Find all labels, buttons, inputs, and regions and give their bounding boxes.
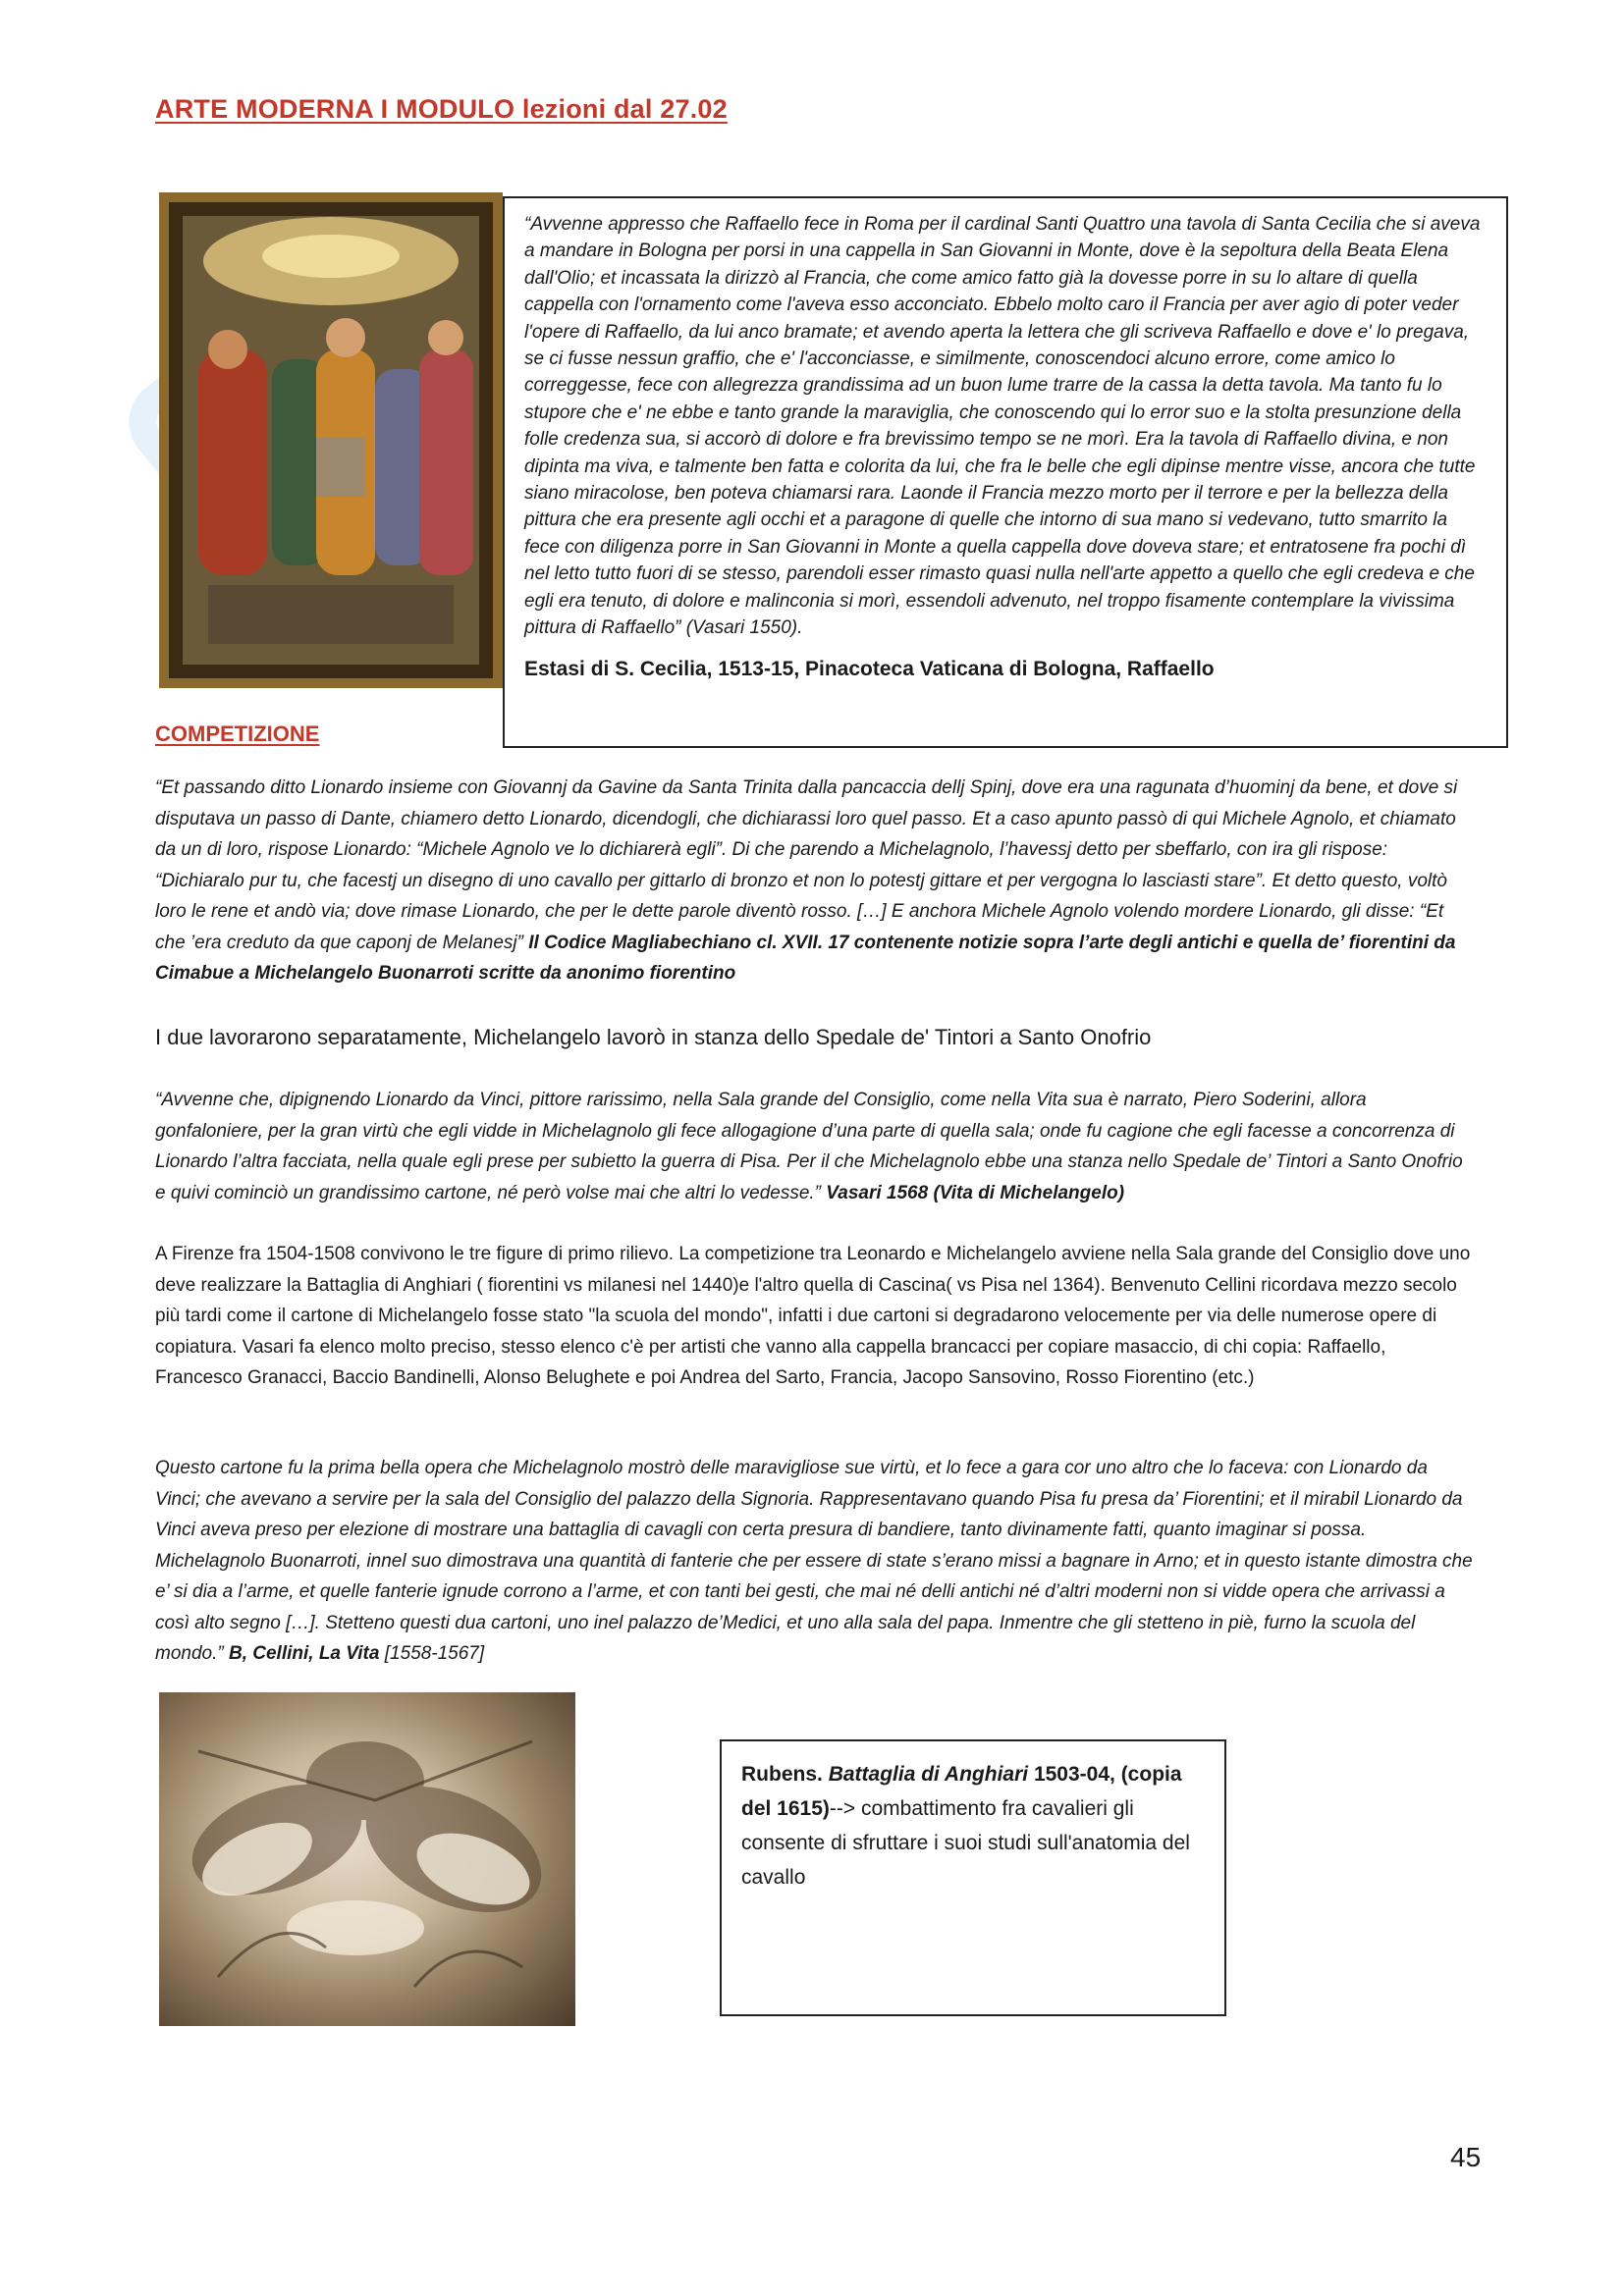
battaglia-anghiari-drawing	[159, 1692, 575, 2026]
rubens-caption-box	[720, 1739, 1226, 2016]
vasari-1568-quote: “Avvenne che, dipignendo Lionardo da Vinci, pittore rarissimo, nella Sala grande del Consiglio, come nella Vita sua è narrato, Piero Soderini, allora gonfaloniere, per la gran virtù che egli vidde in Michelagnolo gli fece allogagione d’una parte di quella sala; onde fu cagione che egli facesse a concorrenza di Lionardo l’altra facciata, nella quale egli prese per subietto la guerra di Pisa. Per il che Michelagnolo ebbe una stanza nello Spedale de’ Tintori a Santo Onofrio e quivi cominciò un grandissimo cartone, né però volse mai che altri lo vedesse.”	[155, 1090, 1463, 1203]
page-title: ARTE MODERNA I MODULO lezioni dal 27.02	[155, 94, 728, 124]
rubens-arrow: -->	[829, 1797, 856, 1820]
vasari-1568-paragraph	[155, 1085, 1477, 1208]
santa-cecilia-painting	[159, 192, 503, 688]
rubens-work-title: Battaglia di Anghiari	[828, 1763, 1029, 1786]
vasari-quote-box	[503, 196, 1508, 748]
anonimo-quote: “Et passando ditto Lionardo insieme con Giovannj da Gavine da Santa Trinita dalla pancaccia dellj Spinj, dove era una ragunata d’huominj da bene, et dove si disputava un passo di Dante, chiamero detto Lionardo, dicendogli, che dichiarassi loro quel passo. Et a caso apunto passò di qui Michele Agnolo, et chiamato da un di loro, rispose Lionardo: “Michele Agnolo ve lo dichiarerà egli”. Di che parendo a Michelagnolo, l’havessj detto per sbeffarlo, con ira gli rispose: “Dichiaralo pur tu, che facestj un disegno di uno cavallo per gittarlo di bronzo et non lo potestj gittare et per vergogna lo lasciasti stare”. Et detto questo, voltò loro le rene et andò via; dove rimase Lionardo, che per le dette parole diventò rosso. […] E anchora Michele Agnolo volendo mordere Lionardo, gli disse: “Et che ’era creduto da que caponj de Melanesj”	[155, 777, 1458, 953]
cellini-source: B, Cellini, La Vita	[228, 1643, 380, 1664]
cecilia-caption: Estasi di S. Cecilia, 1513-15, Pinacoteca Vaticana di Bologna, Raffaello	[524, 657, 1215, 680]
page-number: 45	[1450, 2142, 1482, 2172]
rubens-artist: Rubens.	[741, 1763, 823, 1786]
rubens-description: combattimento fra cavalieri gli consente di sfruttare i suoi studi sull'anatomia del cavallo	[741, 1797, 1190, 1889]
anonimo-source: Il Codice Magliabechiano cl. XVII. 17 contenente notizie sopra l’arte degli antichi e quella de’ fiorentini da Cimabue a Michelangelo Buonarroti scritte da anonimo fiorentino	[155, 932, 1456, 984]
separate-work-sentence: I due lavorarono separatamente, Michelangelo lavorò in stanza dello Spedale de' Tintori a Santo Onofrio	[155, 1025, 1152, 1049]
rubens-dates: 1503-04, (copia del 1615)	[741, 1763, 1182, 1820]
cellini-quote: Questo cartone fu la prima bella opera che Michelagnolo mostrò delle maravigliose sue virtù, et lo fece a gara cor uno altro che lo faceva: con Lionardo da Vinci; che avevano a servire per la sala del Consiglio del palazzo della Signoria. Rappresentavano quando Pisa fu presa da’ Fiorentini; et il mirabil Lionardo da Vinci aveva preso per elezione di mostrare una battaglia di cavagli con certa presura di bandiere, tanto divinamente fatti, quanto imaginar si possa. Michelagnolo Buonarroti, innel suo dimostrava una quantità di fanterie che per essere di state s’erano missi a bagnare in Arno; et in questo istante dimostra che e’ si dia a l’arme, et quelle fanterie ignude corrono a l’arme, et con tanti bei gesti, che mai né delli antichi né d’altri moderni non si vidde opera che arrivassi a così alto segno […]. Stetteno questi dua cartoni, uno inel palazzo de’Medici, et uno alla sala del papa. Inmentre che gli stetteno in piè, furno la scuola del mondo.”	[155, 1458, 1473, 1664]
section-label-competizione: COMPETIZIONE	[155, 721, 320, 746]
vasari-1550-quote: “Avvenne appresso che Raffaello fece in Roma per il cardinal Santi Quattro una tavola di Santa Cecilia che si aveva a mandare in Bologna per porsi in una cappella in San Giovanni in Monte, dove è la sepoltura della Beata Elena dall'Olio; et incassata la dirizzò al Francia, che come amico fatto già la dovesse porre in su lo altare di quella cappella con l'ornamento come l'aveva esso acconciato. Ebbelo molto caro il Francia per aver agio di poter veder l'opere di Raffaello, da lui anco bramate; et avendo aperta la lettera che gli scriveva Raffaello e dove e' lo pregava, se ci fusse nessun graffio, che e' l'acconciasse, e similmente, conoscendoci alcuno errore, come amico lo correggesse, fece con allegrezza grandissima ad un buon lume trarre de la cassa la detta tavola. Ma tanto fu lo stupore che e' ne ebbe e tanto grande la maraviglia, che conoscendo qui lo error suo e la stolta presunzione della folle credenza sua, si accorò di dolore e fra brevissimo tempo se ne morì. Era la tavola di Raffaello divina, e non dipinta ma viva, e talmente ben fatta e colorita da lui, che fra le belle che egli dipinse mentre visse, ancora che tutte siano miracolose, ben poteva chiamarsi rara. Laonde il Francia mezzo morto per il terrore e per la bellezza della pittura che era presente agli occhi et a paragone di quelle che intorno di sua mano si vedevano, tutto smarrito la fece con diligenza porre in San Giovanni in Monte a quella cappella dove doveva stare; et entratosene fra pochi dì nel letto tutto fuori di se stesso, parendoli esser rimasto quasi nulla nell'arte appetto a quello che egli credeva e che egli era tenuto, di dolore e malinconia si morì, essendoli advenuto, nel troppo fisamente contemplare la vivissima pittura di Raffaello” (Vasari 1550).	[524, 214, 1481, 639]
anonimo-quote-paragraph	[155, 773, 1477, 989]
firenze-paragraph: A Firenze fra 1504-1508 convivono le tre figure di primo rilievo. La competizione tra Leonardo e Michelangelo avviene nella Sala grande del Consiglio dove uno deve realizzare la Battaglia di Anghiari ( fiorentini vs milanesi nel 1440)e l'altro quella di Cascina( vs Pisa nel 1364). Benvenuto Cellini ricordava mezzo secolo più tardi come il cartone di Michelangelo fosse stato "la scuola del mondo", infatti i due cartoni si degradarono velocemente per via delle numerose opere di copiatura. Vasari fa elenco molto preciso, stesso elenco c'è per artisti che vanno alla cappella brancacci per copiare masaccio, di chi copia: Raffaello, Francesco Granacci, Baccio Bandinelli, Alonso Belughete e poi Andrea del Sarto, Francia, Jacopo Sansovino, Rosso Fiorentino (etc.)	[155, 1244, 1471, 1388]
cellini-dates: [1558-1567]	[384, 1643, 485, 1664]
cellini-paragraph	[155, 1453, 1477, 1670]
vasari-1568-source: Vasari 1568 (Vita di Michelangelo)	[826, 1182, 1125, 1203]
